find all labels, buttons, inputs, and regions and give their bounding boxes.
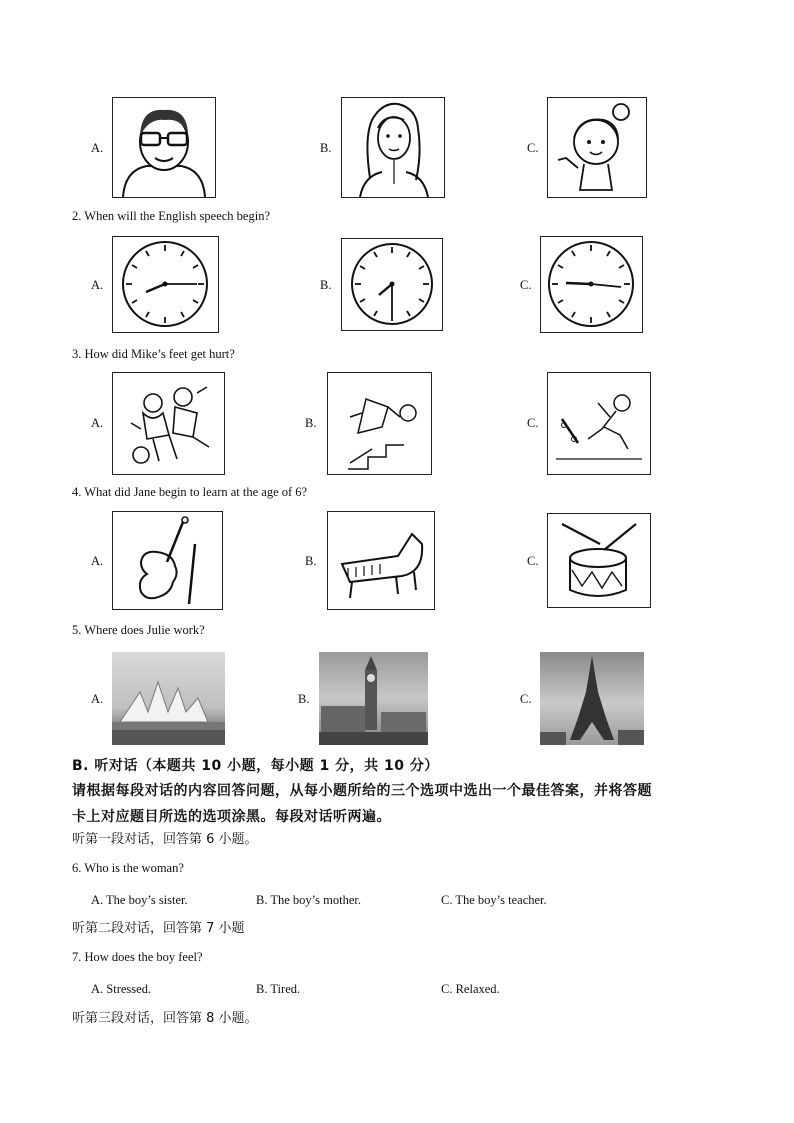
q3-image-football: [112, 372, 225, 475]
q3-option-c: C.: [527, 416, 539, 430]
q2-image-clock-a: [112, 236, 219, 333]
q7-option-b: B. Tired.: [256, 982, 301, 996]
q5-option-a: A.: [91, 692, 104, 706]
q2-option-c: C.: [520, 278, 532, 292]
q6-question: 6. Who is the woman?: [72, 861, 184, 875]
clock-icon: [541, 237, 642, 332]
dialog-1-instruction: 听第一段对话，回答第 6 小题。: [72, 832, 258, 847]
q5-option-b: B.: [298, 692, 310, 706]
q5-image-sydney-opera-house: [112, 652, 225, 745]
piano-icon: [328, 512, 434, 609]
q1-image-woman: [341, 97, 445, 198]
q3-option-b: B.: [305, 416, 317, 430]
q7-option-c: C. Relaxed.: [441, 982, 500, 996]
q3-option-a: A.: [91, 416, 104, 430]
q3-image-stairs: [327, 372, 432, 475]
section-b-instruction-line2: 卡上对应题目所选的选项涂黑。每段对话听两遍。: [72, 809, 391, 825]
q2-question: 2. When will the English speech begin?: [72, 209, 270, 223]
q4-image-violin: [112, 511, 223, 610]
section-b-title: B. 听对话（本题共 10 小题，每小题 1 分，共 10 分）: [72, 758, 439, 774]
dialog-2-instruction: 听第二段对话，回答第 7 小题: [72, 921, 245, 936]
section-b-instruction-line1: 请根据每段对话的内容回答问题，从每小题所给的三个选项中选出一个最佳答案，并将答题: [72, 783, 652, 799]
q4-image-piano: [327, 511, 435, 610]
drum-icon: [548, 514, 650, 607]
q5-option-c: C.: [520, 692, 532, 706]
q7-question: 7. How does the boy feel?: [72, 950, 203, 964]
q1-image-girl: [547, 97, 647, 198]
q4-question: 4. What did Jane begin to learn at the age of 6?: [72, 485, 308, 499]
q2-image-clock-c: [540, 236, 643, 333]
clock-icon: [113, 237, 218, 332]
clock-icon: [342, 239, 442, 330]
q5-question: 5. Where does Julie work?: [72, 623, 205, 637]
q6-option-a: A. The boy’s sister.: [91, 893, 188, 907]
q1-option-a: A.: [91, 141, 104, 155]
q3-image-skateboard: [547, 372, 651, 475]
q1-option-c: C.: [527, 141, 539, 155]
q2-option-b: B.: [320, 278, 332, 292]
q1-image-man: [112, 97, 216, 198]
q2-option-a: A.: [91, 278, 104, 292]
q5-image-big-ben: [319, 652, 428, 745]
q4-option-a: A.: [91, 554, 104, 568]
q4-image-drum: [547, 513, 651, 608]
q1-option-b: B.: [320, 141, 332, 155]
q2-image-clock-b: [341, 238, 443, 331]
q6-option-c: C. The boy’s teacher.: [441, 893, 547, 907]
q6-option-b: B. The boy’s mother.: [256, 893, 361, 907]
violin-icon: [113, 512, 222, 609]
q7-option-a: A. Stressed.: [91, 982, 152, 996]
q4-option-b: B.: [305, 554, 317, 568]
q5-image-eiffel-tower: [540, 652, 644, 745]
dialog-3-instruction: 听第三段对话，回答第 8 小题。: [72, 1011, 258, 1026]
q3-question: 3. How did Mike’s feet get hurt?: [72, 347, 235, 361]
q4-option-c: C.: [527, 554, 539, 568]
